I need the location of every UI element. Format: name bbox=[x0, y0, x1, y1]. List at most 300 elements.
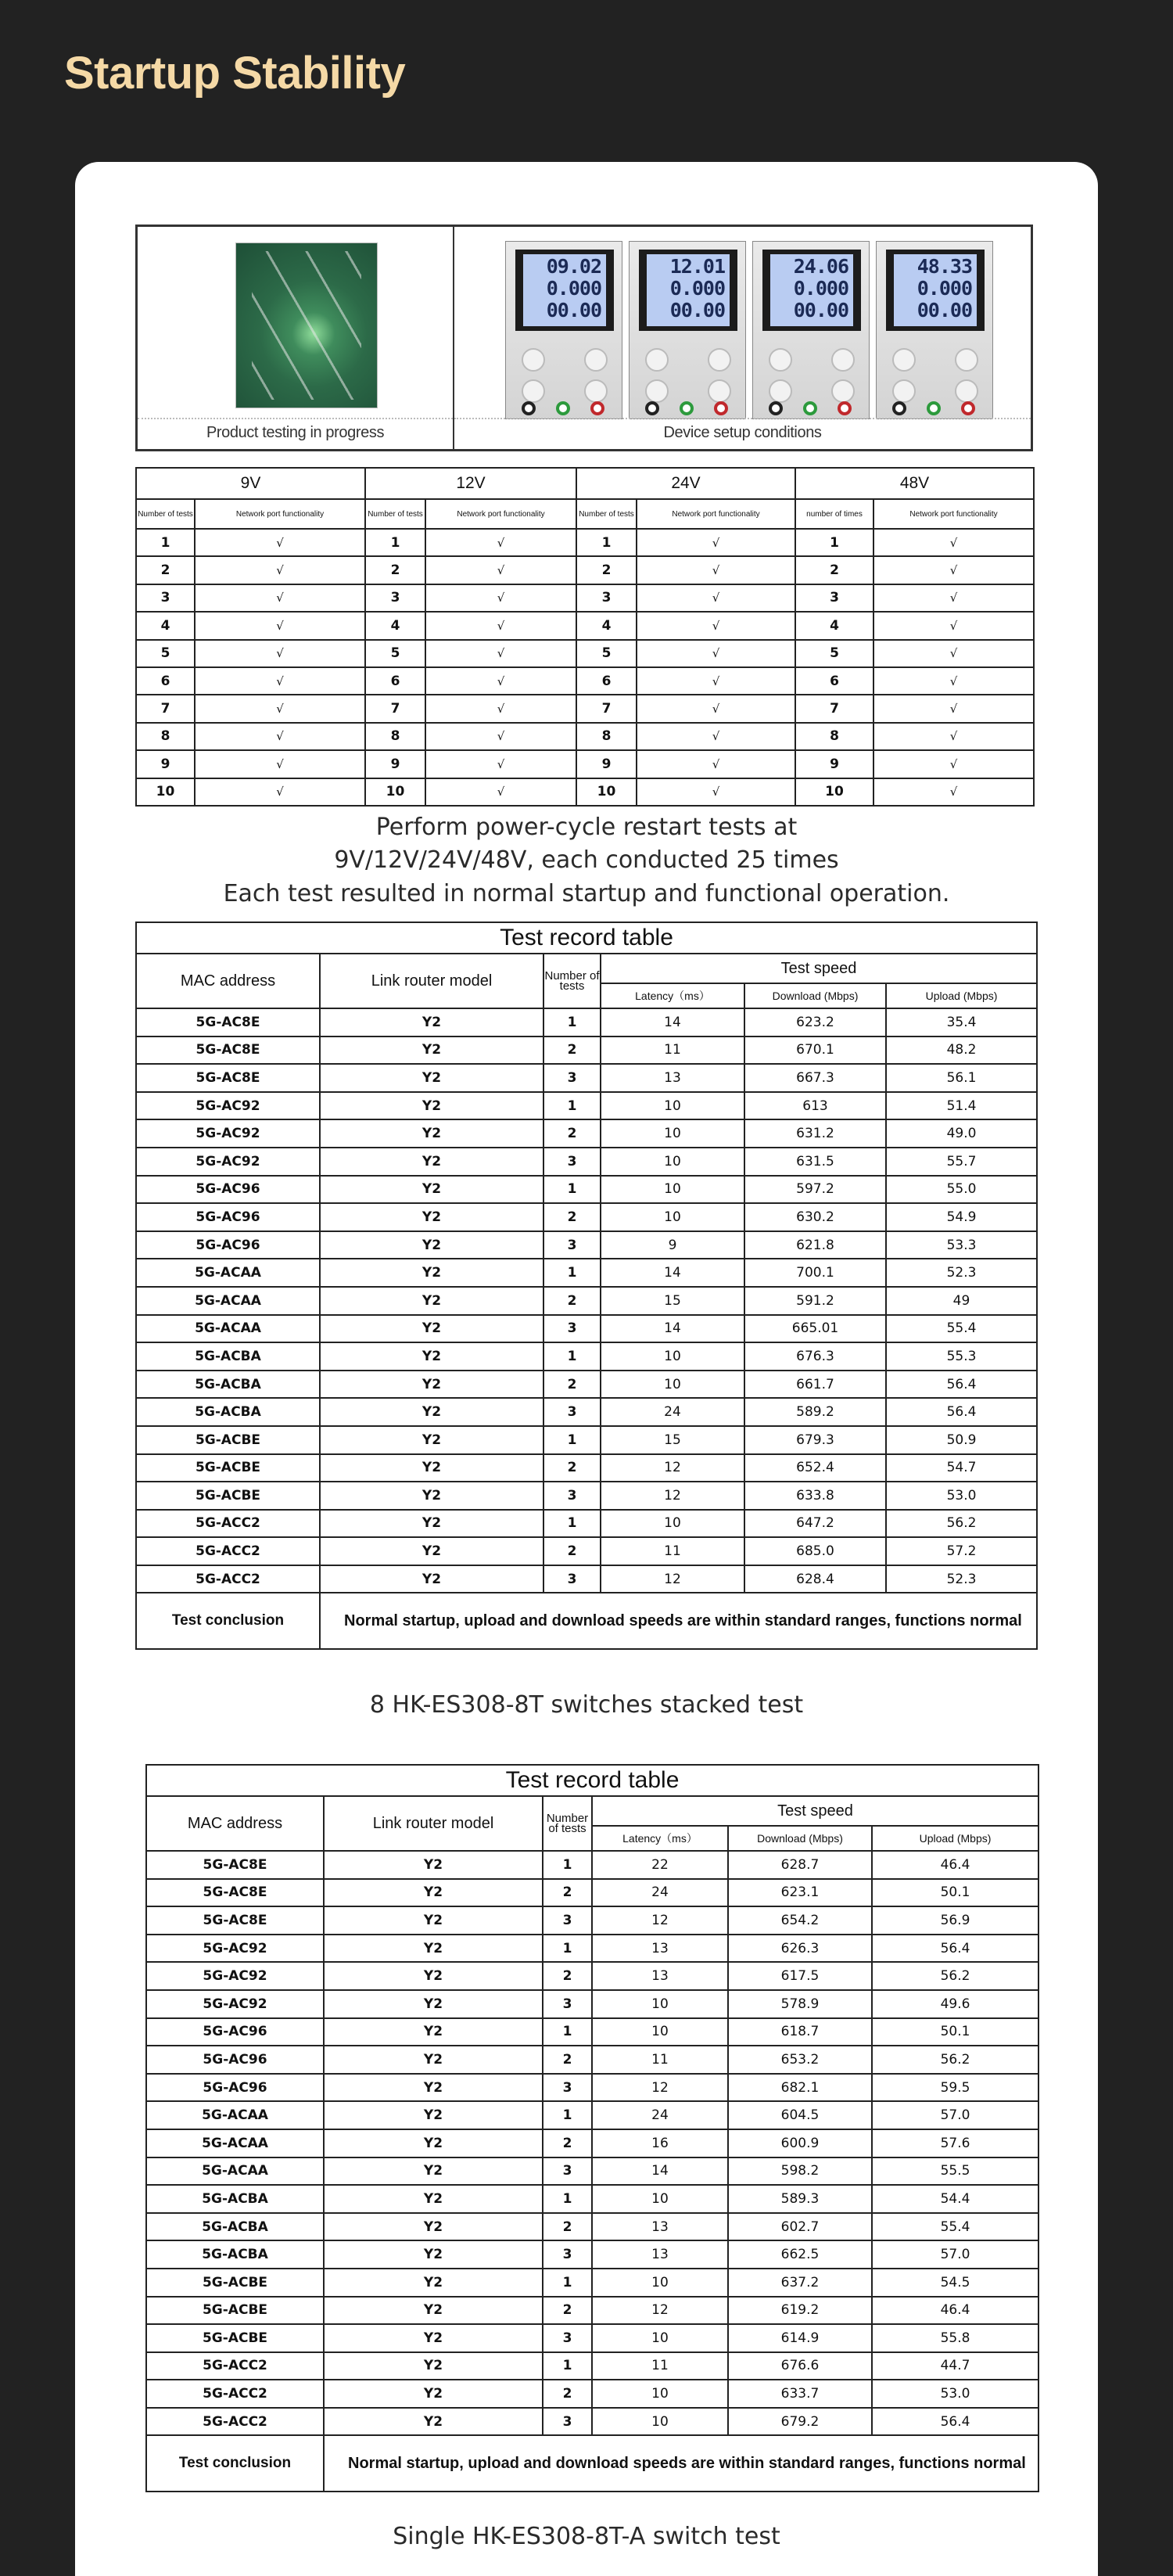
router-model: Y2 bbox=[320, 1510, 543, 1538]
download: 652.4 bbox=[744, 1454, 886, 1482]
download: 617.5 bbox=[728, 1962, 872, 1990]
latency: 22 bbox=[592, 1851, 728, 1879]
download: 633.8 bbox=[744, 1482, 886, 1510]
psu-current-reading: 0.000 bbox=[546, 277, 601, 300]
latency: 11 bbox=[601, 1037, 744, 1065]
check-mark-icon: √ bbox=[425, 695, 576, 722]
test-number: 8 bbox=[136, 723, 195, 750]
check-mark-icon: √ bbox=[873, 750, 1034, 778]
table-row bbox=[136, 1259, 1037, 1287]
test-number: 3 bbox=[543, 2240, 592, 2269]
upload: 46.4 bbox=[872, 1851, 1038, 1879]
router-model: Y2 bbox=[320, 1454, 543, 1482]
test-number: 9 bbox=[365, 750, 425, 778]
mac-address: 5G-AC92 bbox=[136, 1119, 320, 1148]
check-mark-icon: √ bbox=[637, 750, 795, 778]
test-number: 3 bbox=[543, 1064, 601, 1092]
check-mark-icon: √ bbox=[425, 723, 576, 750]
check-mark-icon: √ bbox=[873, 584, 1034, 612]
latency: 10 bbox=[592, 2408, 728, 2436]
test-number: 8 bbox=[365, 723, 425, 750]
upload: 54.4 bbox=[872, 2185, 1038, 2213]
router-model: Y2 bbox=[320, 1092, 543, 1120]
table-row bbox=[136, 1092, 1037, 1120]
psu-voltage-reading: 09.02 bbox=[546, 255, 601, 278]
check-mark-icon: √ bbox=[637, 778, 795, 806]
header-row bbox=[146, 1796, 1038, 1826]
latency: 12 bbox=[592, 1906, 728, 1935]
upload: 53.0 bbox=[872, 2380, 1038, 2408]
download: 626.3 bbox=[728, 1935, 872, 1963]
psu-screen bbox=[523, 254, 606, 326]
mac-address: 5G-ACAA bbox=[146, 2101, 324, 2129]
download: 679.3 bbox=[744, 1426, 886, 1454]
latency: 12 bbox=[592, 2297, 728, 2325]
table-row bbox=[136, 1398, 1037, 1426]
table-row bbox=[146, 1879, 1038, 1907]
mac-address: 5G-ACBE bbox=[136, 1454, 320, 1482]
test-number: 7 bbox=[136, 695, 195, 722]
count-header: Number of tests bbox=[136, 499, 195, 529]
table-row bbox=[136, 1510, 1037, 1538]
knob-icon bbox=[831, 348, 855, 372]
test-number: 2 bbox=[543, 1203, 601, 1231]
summary-line-3: Each test resulted in normal startup and functional operation. bbox=[223, 880, 950, 907]
conclusion-label: Test conclusion bbox=[136, 1593, 320, 1649]
mac-address: 5G-AC96 bbox=[136, 1203, 320, 1231]
terminal-jack-icon bbox=[803, 401, 817, 415]
number-header: Number of tests bbox=[543, 954, 601, 1008]
mac-header: MAC address bbox=[136, 954, 320, 1008]
test-number: 2 bbox=[136, 556, 195, 584]
functionality-header: Network port functionality bbox=[195, 499, 365, 529]
check-mark-icon: √ bbox=[873, 556, 1034, 584]
test-number: 10 bbox=[795, 778, 873, 806]
table-row bbox=[146, 2324, 1038, 2352]
latency: 10 bbox=[592, 2185, 728, 2213]
test-number: 2 bbox=[543, 2380, 592, 2408]
psu-current-reading: 0.000 bbox=[917, 277, 972, 300]
download: 665.01 bbox=[744, 1315, 886, 1343]
router-model: Y2 bbox=[324, 2380, 543, 2408]
check-mark-icon: √ bbox=[195, 556, 365, 584]
latency: 14 bbox=[601, 1259, 744, 1287]
router-model: Y2 bbox=[320, 1398, 543, 1426]
functionality-header: Network port functionality bbox=[637, 499, 795, 529]
mac-address: 5G-AC92 bbox=[136, 1148, 320, 1176]
upload: 55.4 bbox=[872, 2213, 1038, 2241]
router-model: Y2 bbox=[324, 2101, 543, 2129]
voltage-header-row bbox=[136, 468, 1034, 499]
test-number: 2 bbox=[543, 1371, 601, 1399]
test-number: 4 bbox=[576, 612, 637, 639]
upload: 52.3 bbox=[886, 1565, 1037, 1593]
router-model: Y2 bbox=[324, 1851, 543, 1879]
table-row bbox=[146, 2074, 1038, 2102]
mac-address: 5G-ACAA bbox=[146, 2129, 324, 2157]
summary-line-1: Perform power-cycle restart tests at bbox=[375, 814, 798, 841]
download-header: Download (Mbps) bbox=[744, 983, 886, 1008]
router-model: Y2 bbox=[320, 1148, 543, 1176]
mac-address: 5G-ACBE bbox=[146, 2324, 324, 2352]
download: 597.2 bbox=[744, 1176, 886, 1204]
test-number: 3 bbox=[365, 584, 425, 612]
upload: 55.7 bbox=[886, 1148, 1037, 1176]
check-mark-icon: √ bbox=[637, 695, 795, 722]
voltage-label: 24V bbox=[576, 468, 795, 499]
test-number: 4 bbox=[795, 612, 873, 639]
download: 623.2 bbox=[744, 1008, 886, 1037]
latency: 11 bbox=[592, 2046, 728, 2074]
check-mark-icon: √ bbox=[425, 612, 576, 639]
table-row bbox=[136, 1342, 1037, 1371]
check-mark-icon: √ bbox=[195, 778, 365, 806]
single-test-caption: Single HK-ES308-8T-A switch test bbox=[393, 2523, 780, 2550]
psu-power-reading: 00.00 bbox=[669, 299, 725, 322]
device-setup-caption: Device setup conditions bbox=[454, 418, 1031, 444]
router-model: Y2 bbox=[324, 1990, 543, 2018]
router-model: Y2 bbox=[320, 1008, 543, 1037]
router-header: Link router model bbox=[320, 954, 543, 1008]
test-number: 1 bbox=[543, 1342, 601, 1371]
knob-icon bbox=[831, 379, 855, 403]
test-number: 3 bbox=[136, 584, 195, 612]
terminal-jack-icon bbox=[680, 401, 694, 415]
conclusion-label: Test conclusion bbox=[146, 2435, 324, 2492]
latency: 14 bbox=[601, 1008, 744, 1037]
functionality-header: Network port functionality bbox=[873, 499, 1034, 529]
psu-screen bbox=[770, 254, 853, 326]
latency: 12 bbox=[601, 1454, 744, 1482]
router-model: Y2 bbox=[324, 2240, 543, 2269]
terminal-jack-icon bbox=[714, 401, 728, 415]
psu-current-reading: 0.000 bbox=[669, 277, 725, 300]
test-number: 3 bbox=[543, 1148, 601, 1176]
check-mark-icon: √ bbox=[425, 750, 576, 778]
latency: 16 bbox=[592, 2129, 728, 2157]
knob-icon bbox=[584, 348, 608, 372]
knob-icon bbox=[892, 348, 916, 372]
table-row bbox=[136, 1008, 1037, 1037]
latency: 11 bbox=[601, 1537, 744, 1565]
upload: 56.2 bbox=[872, 2046, 1038, 2074]
router-model: Y2 bbox=[320, 1342, 543, 1371]
knob-icon bbox=[708, 379, 731, 403]
table-row bbox=[136, 695, 1034, 722]
test-number: 3 bbox=[543, 1565, 601, 1593]
test-number: 2 bbox=[576, 556, 637, 584]
download: 662.5 bbox=[728, 2240, 872, 2269]
latency: 10 bbox=[592, 1990, 728, 2018]
test-number: 3 bbox=[795, 584, 873, 612]
latency: 10 bbox=[601, 1148, 744, 1176]
mac-address: 5G-AC92 bbox=[146, 1962, 324, 1990]
upload: 57.0 bbox=[872, 2101, 1038, 2129]
test-number: 2 bbox=[543, 2046, 592, 2074]
mac-address: 5G-ACBA bbox=[146, 2185, 324, 2213]
latency: 10 bbox=[592, 2269, 728, 2297]
download: 676.3 bbox=[744, 1342, 886, 1371]
upload: 56.4 bbox=[886, 1398, 1037, 1426]
check-mark-icon: √ bbox=[637, 556, 795, 584]
upload: 50.9 bbox=[886, 1426, 1037, 1454]
test-number: 2 bbox=[543, 2129, 592, 2157]
upload: 57.6 bbox=[872, 2129, 1038, 2157]
test-number: 6 bbox=[795, 667, 873, 695]
conclusion-row bbox=[146, 2435, 1038, 2492]
check-mark-icon: √ bbox=[637, 584, 795, 612]
table-row bbox=[146, 2046, 1038, 2074]
latency: 12 bbox=[601, 1482, 744, 1510]
upload: 48.2 bbox=[886, 1037, 1037, 1065]
test-number: 3 bbox=[543, 1482, 601, 1510]
check-mark-icon: √ bbox=[873, 667, 1034, 695]
table-row bbox=[136, 750, 1034, 778]
test-number: 3 bbox=[543, 2324, 592, 2352]
download: 618.7 bbox=[728, 2018, 872, 2046]
product-testing-caption: Product testing in progress bbox=[138, 418, 453, 444]
download: 700.1 bbox=[744, 1259, 886, 1287]
upload: 52.3 bbox=[886, 1259, 1037, 1287]
download: 631.5 bbox=[744, 1148, 886, 1176]
test-number: 3 bbox=[543, 1990, 592, 2018]
router-model: Y2 bbox=[320, 1287, 543, 1315]
mac-address: 5G-ACBE bbox=[146, 2297, 324, 2325]
test-number: 3 bbox=[543, 1315, 601, 1343]
voltage-subheader-row bbox=[136, 499, 1034, 529]
download: 670.1 bbox=[744, 1037, 886, 1065]
router-model: Y2 bbox=[324, 2297, 543, 2325]
router-model: Y2 bbox=[320, 1037, 543, 1065]
table-row bbox=[146, 2380, 1038, 2408]
upload: 50.1 bbox=[872, 1879, 1038, 1907]
router-model: Y2 bbox=[324, 2213, 543, 2241]
test-number: 2 bbox=[543, 1287, 601, 1315]
test-number: 3 bbox=[543, 2074, 592, 2102]
product-testing-cell bbox=[138, 227, 454, 449]
terminal-jack-icon bbox=[645, 401, 659, 415]
download: 647.2 bbox=[744, 1510, 886, 1538]
latency: 11 bbox=[592, 2352, 728, 2380]
upload: 56.2 bbox=[872, 1962, 1038, 1990]
test-number: 5 bbox=[136, 640, 195, 667]
check-mark-icon: √ bbox=[637, 667, 795, 695]
table-row bbox=[136, 1454, 1037, 1482]
mac-address: 5G-AC8E bbox=[136, 1064, 320, 1092]
test-number: 9 bbox=[576, 750, 637, 778]
table-row bbox=[146, 2018, 1038, 2046]
check-mark-icon: √ bbox=[637, 640, 795, 667]
router-header: Link router model bbox=[324, 1796, 543, 1851]
router-model: Y2 bbox=[320, 1565, 543, 1593]
test-number: 9 bbox=[795, 750, 873, 778]
table-row bbox=[146, 2129, 1038, 2157]
table-row bbox=[136, 1482, 1037, 1510]
test-number: 1 bbox=[543, 2185, 592, 2213]
test-number: 7 bbox=[795, 695, 873, 722]
check-mark-icon: √ bbox=[195, 695, 365, 722]
table-row bbox=[136, 778, 1034, 806]
latency: 14 bbox=[592, 2157, 728, 2186]
product-testing-photo bbox=[235, 243, 378, 408]
check-mark-icon: √ bbox=[425, 640, 576, 667]
psu-display bbox=[515, 250, 614, 331]
test-number: 9 bbox=[136, 750, 195, 778]
download: 591.2 bbox=[744, 1287, 886, 1315]
latency: 10 bbox=[601, 1119, 744, 1148]
test-number: 2 bbox=[365, 556, 425, 584]
upload: 59.5 bbox=[872, 2074, 1038, 2102]
test-number: 2 bbox=[543, 1537, 601, 1565]
mac-address: 5G-AC96 bbox=[136, 1176, 320, 1204]
voltage-label: 9V bbox=[136, 468, 365, 499]
upload-header: Upload (Mbps) bbox=[872, 1826, 1038, 1851]
table-row bbox=[146, 2157, 1038, 2186]
download: 604.5 bbox=[728, 2101, 872, 2129]
knob-icon bbox=[522, 348, 545, 372]
download: 623.1 bbox=[728, 1879, 872, 1907]
power-supply-unit bbox=[752, 241, 870, 419]
mac-address: 5G-ACC2 bbox=[146, 2408, 324, 2436]
test-number: 3 bbox=[576, 584, 637, 612]
latency-header: Latency（ms） bbox=[592, 1826, 728, 1851]
mac-address: 5G-AC92 bbox=[146, 1990, 324, 2018]
knob-icon bbox=[645, 379, 669, 403]
check-mark-icon: √ bbox=[873, 778, 1034, 806]
check-mark-icon: √ bbox=[195, 750, 365, 778]
table-row bbox=[146, 2101, 1038, 2129]
table-row bbox=[136, 1231, 1037, 1259]
download: 667.3 bbox=[744, 1064, 886, 1092]
table-row bbox=[136, 1176, 1037, 1204]
router-model: Y2 bbox=[324, 1906, 543, 1935]
latency: 10 bbox=[601, 1510, 744, 1538]
latency: 10 bbox=[601, 1176, 744, 1204]
mac-address: 5G-ACBA bbox=[146, 2240, 324, 2269]
latency: 10 bbox=[601, 1203, 744, 1231]
test-number: 2 bbox=[543, 1962, 592, 1990]
router-model: Y2 bbox=[324, 1962, 543, 1990]
test-number: 1 bbox=[543, 1426, 601, 1454]
router-model: Y2 bbox=[324, 2046, 543, 2074]
upload: 54.7 bbox=[886, 1454, 1037, 1482]
mac-address: 5G-ACC2 bbox=[146, 2380, 324, 2408]
upload-header: Upload (Mbps) bbox=[886, 983, 1037, 1008]
latency-header: Latency（ms） bbox=[601, 983, 744, 1008]
upload: 55.8 bbox=[872, 2324, 1038, 2352]
voltage-label: 12V bbox=[365, 468, 576, 499]
mac-address: 5G-AC96 bbox=[146, 2018, 324, 2046]
mac-address: 5G-ACBA bbox=[136, 1371, 320, 1399]
test-number: 1 bbox=[543, 1092, 601, 1120]
table-row bbox=[146, 2185, 1038, 2213]
download: 602.7 bbox=[728, 2213, 872, 2241]
router-model: Y2 bbox=[320, 1203, 543, 1231]
test-number: 1 bbox=[543, 2101, 592, 2129]
download: 578.9 bbox=[728, 1990, 872, 2018]
table-row bbox=[146, 1906, 1038, 1935]
test-number: 2 bbox=[543, 1454, 601, 1482]
router-model: Y2 bbox=[320, 1259, 543, 1287]
download: 682.1 bbox=[728, 2074, 872, 2102]
voltage-label: 48V bbox=[795, 468, 1034, 499]
test-number: 1 bbox=[543, 1935, 592, 1963]
latency: 15 bbox=[601, 1287, 744, 1315]
latency: 13 bbox=[592, 1962, 728, 1990]
count-header: number of times bbox=[795, 499, 873, 529]
table-row bbox=[136, 640, 1034, 667]
test-number: 3 bbox=[543, 1906, 592, 1935]
download-header: Download (Mbps) bbox=[728, 1826, 872, 1851]
mac-address: 5G-ACAA bbox=[136, 1315, 320, 1343]
summary-line-2: 9V/12V/24V/48V, each conducted 25 times bbox=[334, 846, 839, 874]
router-model: Y2 bbox=[320, 1176, 543, 1204]
mac-address: 5G-AC96 bbox=[146, 2074, 324, 2102]
table-row bbox=[136, 556, 1034, 584]
table-title: Test record table bbox=[146, 1765, 1038, 1796]
knob-icon bbox=[708, 348, 731, 372]
upload: 35.4 bbox=[886, 1008, 1037, 1037]
test-number: 6 bbox=[365, 667, 425, 695]
table-row bbox=[136, 1565, 1037, 1593]
router-model: Y2 bbox=[324, 1935, 543, 1963]
latency: 15 bbox=[601, 1426, 744, 1454]
test-number: 2 bbox=[543, 1879, 592, 1907]
latency: 10 bbox=[601, 1092, 744, 1120]
mac-address: 5G-ACBA bbox=[136, 1342, 320, 1371]
test-number: 6 bbox=[576, 667, 637, 695]
psu-display bbox=[886, 250, 985, 331]
psu-power-reading: 00.00 bbox=[793, 299, 848, 322]
mac-address: 5G-ACC2 bbox=[136, 1537, 320, 1565]
router-model: Y2 bbox=[320, 1064, 543, 1092]
knob-icon bbox=[892, 379, 916, 403]
mac-address: 5G-ACAA bbox=[136, 1287, 320, 1315]
conclusion-text: Normal startup, upload and download speeds are within standard ranges, functions normal bbox=[320, 1593, 1037, 1649]
conclusion-row bbox=[136, 1593, 1037, 1649]
psu-display bbox=[762, 250, 861, 331]
download: 661.7 bbox=[744, 1371, 886, 1399]
upload: 56.2 bbox=[886, 1510, 1037, 1538]
table-row bbox=[146, 2213, 1038, 2241]
test-number: 2 bbox=[543, 1119, 601, 1148]
check-mark-icon: √ bbox=[195, 667, 365, 695]
table-row bbox=[146, 2408, 1038, 2436]
count-header: Number of tests bbox=[576, 499, 637, 529]
mac-address: 5G-AC8E bbox=[146, 1906, 324, 1935]
table-row bbox=[136, 1037, 1037, 1065]
knob-icon bbox=[645, 348, 669, 372]
latency: 12 bbox=[592, 2074, 728, 2102]
upload: 44.7 bbox=[872, 2352, 1038, 2380]
router-model: Y2 bbox=[324, 2018, 543, 2046]
power-supply-unit bbox=[505, 241, 622, 419]
latency: 24 bbox=[592, 2101, 728, 2129]
router-model: Y2 bbox=[320, 1371, 543, 1399]
mac-address: 5G-ACC2 bbox=[146, 2352, 324, 2380]
psu-screen bbox=[894, 254, 977, 326]
test-number: 5 bbox=[795, 640, 873, 667]
test-number: 1 bbox=[136, 529, 195, 556]
upload: 55.5 bbox=[872, 2157, 1038, 2186]
check-mark-icon: √ bbox=[425, 584, 576, 612]
router-model: Y2 bbox=[320, 1426, 543, 1454]
check-mark-icon: √ bbox=[637, 612, 795, 639]
test-number: 5 bbox=[576, 640, 637, 667]
test-number: 3 bbox=[543, 2157, 592, 2186]
router-model: Y2 bbox=[320, 1119, 543, 1148]
upload: 54.5 bbox=[872, 2269, 1038, 2297]
